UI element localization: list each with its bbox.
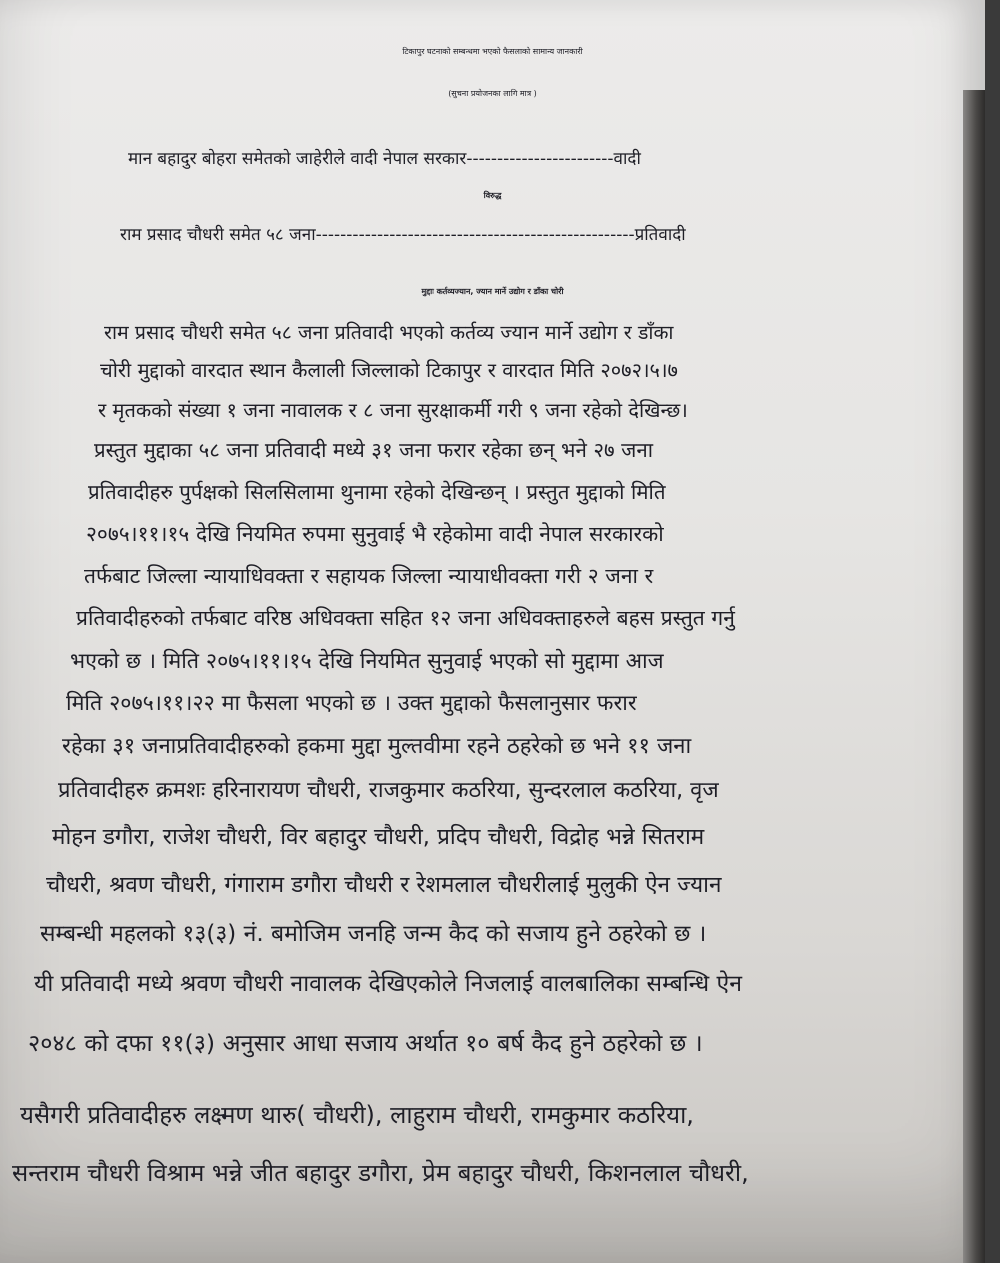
body-line: र मृतकको संख्या १ जना नावालक र ८ जना सुरक्षाकर्मी गरी ९ जना रहेको देखिन्छ। (98, 398, 688, 422)
body-line: तर्फबाट जिल्ला न्यायाधिवक्ता र सहायक जिल्ला न्यायाधीवक्ता गरी २ जना र (84, 564, 654, 588)
body-line: मोहन डगौरा, राजेश चौधरी, विर बहादुर चौधरी, प्रदिप चौधरी, विद्रोह भन्ने सितराम (52, 824, 705, 850)
body-line: प्रतिवादीहरुको तर्फबाट वरिष्ठ अधिवक्ता सहित १२ जना अधिवक्ताहरुले बहस प्रस्तुत गर्नु (76, 606, 735, 630)
body-line: भएको छ । मिति २०७५।११।१५ देखि नियमित सुनुवाई भएको सो मुद्दामा आज (70, 649, 664, 674)
body-line: रहेका ३१ जनाप्रतिवादीहरुको हकमा मुद्दा मुल्तवीमा रहने ठहरेको छ भने ११ जना (62, 734, 692, 759)
body-line: चौधरी, श्रवण चौधरी, गंगाराम डगौरा चौधरी र रेशमलाल चौधरीलाई मुलुकी ऐन ज्यान (46, 872, 722, 898)
body-line: सम्बन्धी महलको १३(३) नं. बमोजिम जनहि जन्म कैद को सजाय हुने ठहरेको छ । (40, 921, 707, 947)
versus-label: विरुद्ध (483, 191, 502, 200)
body-line: यसैगरी प्रतिवादीहरु लक्ष्मण थारु( चौधरी), लाहुराम चौधरी, रामकुमार कठरिया, (20, 1101, 694, 1129)
defendant-line: राम प्रसाद चौधरी समेत ५८ जना----------------------------------------------------प्रतिवादी (120, 225, 686, 245)
body-line: सन्तराम चौधरी विश्राम भन्ने जीत बहादुर डगौरा, प्रेम बहादुर चौधरी, किशनलाल चौधरी, (12, 1159, 749, 1187)
body-line: २०४८ को दफा ११(३) अनुसार आधा सजाय अर्थात १० बर्ष कैद हुने ठहरेको छ । (28, 1029, 703, 1057)
body-line: प्रतिवादीहरु पुर्पक्षको सिलसिलामा थुनामा रहेको देखिन्छन् । प्रस्तुत मुद्दाको मिति (88, 480, 666, 504)
body-line: प्रस्तुत मुद्दाका ५८ जना प्रतिवादी मध्ये ३१ जना फरार रहेका छन् भने २७ जना (94, 438, 654, 462)
page-edge-shadow (963, 90, 985, 1263)
plaintiff-line: मान बहादुर बोहरा समेतको जाहेरीले वादी नेपाल सरकार------------------------वादी (128, 149, 641, 169)
document-subtitle: (सुचना प्रयोजनका लागि मात्र ) (448, 89, 537, 98)
body-line: २०७५।११।१५ देखि नियमित रुपमा सुनुवाई भै रहेकोमा वादी नेपाल सरकारको (86, 522, 664, 546)
body-line: राम प्रसाद चौधरी समेत ५८ जना प्रतिवादी भएको कर्तव्य ज्यान मार्ने उद्योग र डाँका (104, 321, 674, 344)
case-heading: मुद्दाः कर्तव्यज्यान, ज्यान मार्ने उद्योग र डाँका चोरी (421, 287, 564, 296)
document-title: टिकापुर घटनाको सम्बन्धमा भएको फैसलाको सामान्य जानकारी (402, 47, 583, 56)
body-line: प्रतिवादीहरु क्रमशः हरिनारायण चौधरी, राजकुमार कठरिया, सुन्दरलाल कठरिया, वृज (58, 778, 719, 803)
body-line: चोरी मुद्दाको वारदात स्थान कैलाली जिल्लाको टिकापुर र वारदात मिति २०७२।५।७ (100, 358, 678, 382)
body-line: मिति २०७५।११।२२ मा फैसला भएको छ । उक्त मुद्दाको फैसलानुसार फरार (66, 691, 637, 716)
body-line: यी प्रतिवादी मध्ये श्रवण चौधरी नावालक देखिएकोले निजलाई वालबालिका सम्बन्धि ऐन (34, 971, 742, 997)
